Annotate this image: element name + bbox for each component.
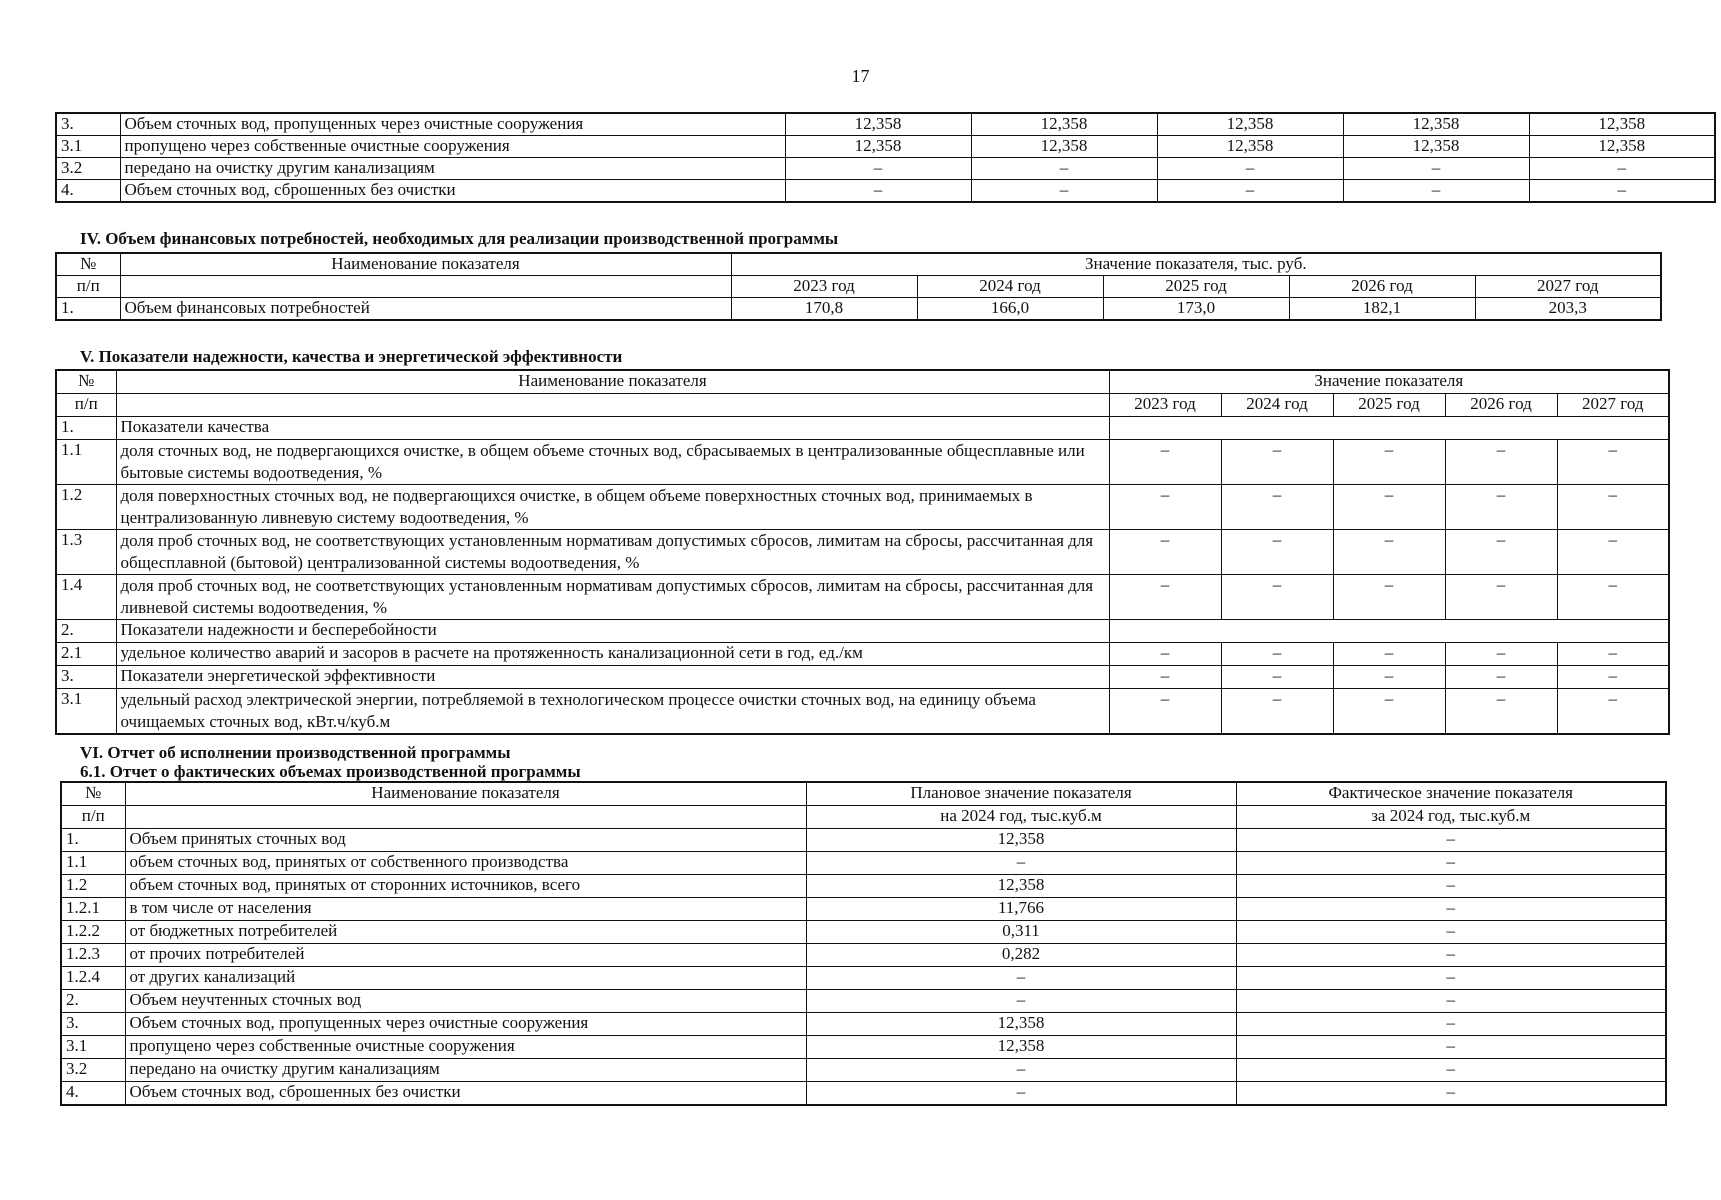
financial-needs-table [55, 252, 1662, 321]
table-row [56, 136, 1715, 158]
row-name: от бюджетных потребителей [125, 921, 806, 944]
row-value: – [1221, 643, 1333, 666]
row-value-empty [1109, 620, 1669, 643]
row-plan: 0,282 [806, 944, 1236, 967]
table-row [56, 643, 1669, 666]
row-fact: – [1236, 1036, 1666, 1059]
row-value: – [1109, 575, 1221, 620]
row-num: 1.3 [56, 530, 116, 575]
row-num: 3.1 [56, 689, 116, 735]
table-row [56, 666, 1669, 689]
row-value: 170,8 [731, 298, 917, 321]
row-plan: – [806, 990, 1236, 1013]
row-name: объем сточных вод, принятых от сторонних источников, всего [125, 875, 806, 898]
table-row [61, 990, 1666, 1013]
row-value: 12,358 [971, 136, 1157, 158]
row-value: 12,358 [1157, 113, 1343, 136]
row-name: объем сточных вод, принятых от собственного производства [125, 852, 806, 875]
row-value: – [1445, 530, 1557, 575]
row-value: – [971, 158, 1157, 180]
row-name: Объем принятых сточных вод [125, 829, 806, 852]
row-value: – [785, 180, 971, 203]
row-name: Показатели надежности и бесперебойности [116, 620, 1109, 643]
row-num: 1. [56, 298, 120, 321]
row-value: – [1333, 575, 1445, 620]
row-value: 173,0 [1103, 298, 1289, 321]
table-row [61, 967, 1666, 990]
row-name: Объем сточных вод, пропущенных через очистные сооружения [125, 1013, 806, 1036]
row-name: от других канализаций [125, 967, 806, 990]
header-plan-sub: на 2024 год, тыс.куб.м [806, 806, 1236, 829]
header-year: 2023 год [1109, 394, 1221, 417]
row-num: 2.1 [56, 643, 116, 666]
row-name: доля проб сточных вод, не соответствующих установленным нормативам допустимых сбросов, лимитам на сбросы, рассчитанная для ливневой системы водоотведения, % [116, 575, 1109, 620]
header-year: 2027 год [1557, 394, 1669, 417]
row-value: – [1343, 180, 1529, 203]
row-value: 12,358 [1343, 113, 1529, 136]
row-value: 12,358 [1343, 136, 1529, 158]
header-year: 2024 год [917, 276, 1103, 298]
row-value: – [1109, 643, 1221, 666]
row-name: доля проб сточных вод, не соответствующих установленным нормативам допустимых сбросов, лимитам на сбросы, рассчитанная для общесплавной (бытовой) централизованной системы водоотведения, % [116, 530, 1109, 575]
row-plan: 12,358 [806, 875, 1236, 898]
table-row [56, 530, 1669, 575]
row-value: – [1109, 530, 1221, 575]
row-fact: – [1236, 967, 1666, 990]
row-value: – [1221, 530, 1333, 575]
table-row [56, 180, 1715, 203]
row-name: Объем неучтенных сточных вод [125, 990, 806, 1013]
row-num: 3. [56, 666, 116, 689]
section-4-title: IV. Объем финансовых потребностей, необходимых для реализации производственной программы [80, 229, 839, 248]
row-value: – [1157, 158, 1343, 180]
table-row [61, 1036, 1666, 1059]
row-value: – [1445, 666, 1557, 689]
row-value: – [1109, 666, 1221, 689]
row-value: – [1445, 643, 1557, 666]
header-name-sub [120, 276, 731, 298]
table-row [56, 620, 1669, 643]
volume-continuation-table [55, 112, 1716, 203]
row-value: 12,358 [785, 113, 971, 136]
row-num: 3. [56, 113, 120, 136]
row-num: 2. [56, 620, 116, 643]
table-row [61, 1059, 1666, 1082]
table-row [61, 829, 1666, 852]
row-num: 1.4 [56, 575, 116, 620]
actual-volumes-report-table [60, 781, 1667, 1106]
table-row [56, 298, 1661, 321]
row-value: – [1221, 689, 1333, 735]
row-value: – [971, 180, 1157, 203]
row-num: 1.2 [56, 485, 116, 530]
row-plan: 0,311 [806, 921, 1236, 944]
header-year: 2026 год [1289, 276, 1475, 298]
row-value: 182,1 [1289, 298, 1475, 321]
row-plan: – [806, 967, 1236, 990]
row-num: 1.2.2 [61, 921, 125, 944]
row-value: – [1529, 158, 1715, 180]
row-value: – [1557, 689, 1669, 735]
table-row [61, 898, 1666, 921]
row-name: Показатели качества [116, 417, 1109, 440]
row-fact: – [1236, 1082, 1666, 1106]
row-value: – [1333, 530, 1445, 575]
row-value: 12,358 [785, 136, 971, 158]
header-value-group: Значение показателя, тыс. руб. [731, 253, 1661, 276]
table-row [56, 440, 1669, 485]
header-fact-sub: за 2024 год, тыс.куб.м [1236, 806, 1666, 829]
row-name: Показатели энергетической эффективности [116, 666, 1109, 689]
row-value: – [1157, 180, 1343, 203]
row-name: удельный расход электрической энергии, потребляемой в технологическом процессе очистки сточных вод, на единицу объема очищаемых сточных вод, кВт.ч/куб.м [116, 689, 1109, 735]
row-plan: – [806, 852, 1236, 875]
row-value: – [785, 158, 971, 180]
header-year: 2023 год [731, 276, 917, 298]
row-value: – [1445, 440, 1557, 485]
table-row [61, 1082, 1666, 1106]
row-value: – [1221, 440, 1333, 485]
header-num-sub: п/п [56, 394, 116, 417]
header-num: № [56, 253, 120, 276]
row-num: 1.2.3 [61, 944, 125, 967]
row-value: – [1221, 485, 1333, 530]
table-row [61, 1013, 1666, 1036]
row-plan: – [806, 1059, 1236, 1082]
table-row [61, 852, 1666, 875]
header-name: Наименование показателя [116, 370, 1109, 394]
row-num: 1.1 [61, 852, 125, 875]
table-row [56, 575, 1669, 620]
header-year: 2025 год [1103, 276, 1289, 298]
header-num-sub: п/п [56, 276, 120, 298]
row-name: Объем финансовых потребностей [120, 298, 731, 321]
row-fact: – [1236, 898, 1666, 921]
row-fact: – [1236, 875, 1666, 898]
row-fact: – [1236, 1013, 1666, 1036]
row-name: передано на очистку другим канализациям [120, 158, 785, 180]
row-fact: – [1236, 852, 1666, 875]
row-plan: 11,766 [806, 898, 1236, 921]
row-num: 3.2 [56, 158, 120, 180]
row-num: 3.2 [61, 1059, 125, 1082]
row-num: 3.1 [61, 1036, 125, 1059]
table-row [61, 944, 1666, 967]
row-value: – [1221, 666, 1333, 689]
row-value: – [1333, 689, 1445, 735]
header-num-sub: п/п [61, 806, 125, 829]
header-name-sub [125, 806, 806, 829]
row-value: – [1557, 575, 1669, 620]
row-value: – [1557, 440, 1669, 485]
header-name: Наименование показателя [125, 782, 806, 806]
table-row [56, 417, 1669, 440]
row-num: 4. [61, 1082, 125, 1106]
row-value: 203,3 [1475, 298, 1661, 321]
row-fact: – [1236, 990, 1666, 1013]
header-year: 2024 год [1221, 394, 1333, 417]
row-value: – [1557, 485, 1669, 530]
table-row [56, 158, 1715, 180]
header-name: Наименование показателя [120, 253, 731, 276]
table-row [56, 485, 1669, 530]
header-year: 2027 год [1475, 276, 1661, 298]
row-name: Объем сточных вод, сброшенных без очистки [125, 1082, 806, 1106]
row-fact: – [1236, 829, 1666, 852]
row-name: Объем сточных вод, сброшенных без очистки [120, 180, 785, 203]
row-plan: 12,358 [806, 829, 1236, 852]
row-fact: – [1236, 921, 1666, 944]
row-value: – [1343, 158, 1529, 180]
row-value: – [1557, 530, 1669, 575]
header-value-group: Значение показателя [1109, 370, 1669, 394]
row-plan: 12,358 [806, 1036, 1236, 1059]
row-name: пропущено через собственные очистные сооружения [125, 1036, 806, 1059]
row-value: – [1333, 485, 1445, 530]
row-name: в том числе от населения [125, 898, 806, 921]
row-value: – [1529, 180, 1715, 203]
section-5-title: V. Показатели надежности, качества и энергетической эффективности [80, 347, 623, 366]
row-fact: – [1236, 1059, 1666, 1082]
row-value: – [1109, 485, 1221, 530]
row-value: – [1445, 575, 1557, 620]
row-fact: – [1236, 944, 1666, 967]
page-number: 17 [851, 66, 870, 86]
row-value: 12,358 [1529, 113, 1715, 136]
header-year: 2026 год [1445, 394, 1557, 417]
row-num: 1.2.1 [61, 898, 125, 921]
row-name: пропущено через собственные очистные сооружения [120, 136, 785, 158]
table-row [56, 689, 1669, 735]
row-value: – [1557, 643, 1669, 666]
reliability-quality-table [55, 369, 1670, 735]
row-value: – [1333, 666, 1445, 689]
row-num: 3.1 [56, 136, 120, 158]
row-num: 1.2 [61, 875, 125, 898]
row-value-empty [1109, 417, 1669, 440]
row-value: 12,358 [1157, 136, 1343, 158]
row-name: Объем сточных вод, пропущенных через очистные сооружения [120, 113, 785, 136]
row-value: – [1333, 643, 1445, 666]
section-6-title: VI. Отчет об исполнении производственной программы [80, 743, 511, 762]
header-name-sub [116, 394, 1109, 417]
row-value: – [1333, 440, 1445, 485]
row-name: передано на очистку другим канализациям [125, 1059, 806, 1082]
row-plan: 12,358 [806, 1013, 1236, 1036]
row-value: – [1445, 689, 1557, 735]
header-year: 2025 год [1333, 394, 1445, 417]
row-num: 1.2.4 [61, 967, 125, 990]
row-value: 12,358 [1529, 136, 1715, 158]
row-value: 12,358 [971, 113, 1157, 136]
row-num: 1. [56, 417, 116, 440]
row-value: – [1557, 666, 1669, 689]
section-6-1-title: 6.1. Отчет о фактических объемах производственной программы [80, 762, 581, 781]
row-num: 1. [61, 829, 125, 852]
row-num: 1.1 [56, 440, 116, 485]
table-row [61, 875, 1666, 898]
header-plan: Плановое значение показателя [806, 782, 1236, 806]
header-num: № [61, 782, 125, 806]
row-num: 4. [56, 180, 120, 203]
header-num: № [56, 370, 116, 394]
row-name: от прочих потребителей [125, 944, 806, 967]
row-name: доля поверхностных сточных вод, не подвергающихся очистке, в общем объеме поверхностных сточных вод, принимаемых в централизованную ливневую систему водоотведения, % [116, 485, 1109, 530]
row-plan: – [806, 1082, 1236, 1106]
row-num: 3. [61, 1013, 125, 1036]
table-row [56, 113, 1715, 136]
row-value: 166,0 [917, 298, 1103, 321]
row-value: – [1221, 575, 1333, 620]
row-name: доля сточных вод, не подвергающихся очистке, в общем объеме сточных вод, сбрасываемых в централизованные общесплавные или бытовые системы водоотведения, % [116, 440, 1109, 485]
header-fact: Фактическое значение показателя [1236, 782, 1666, 806]
row-name: удельное количество аварий и засоров в расчете на протяженность канализационной сети в год, ед./км [116, 643, 1109, 666]
row-value: – [1109, 689, 1221, 735]
row-value: – [1109, 440, 1221, 485]
row-num: 2. [61, 990, 125, 1013]
row-value: – [1445, 485, 1557, 530]
table-row [61, 921, 1666, 944]
